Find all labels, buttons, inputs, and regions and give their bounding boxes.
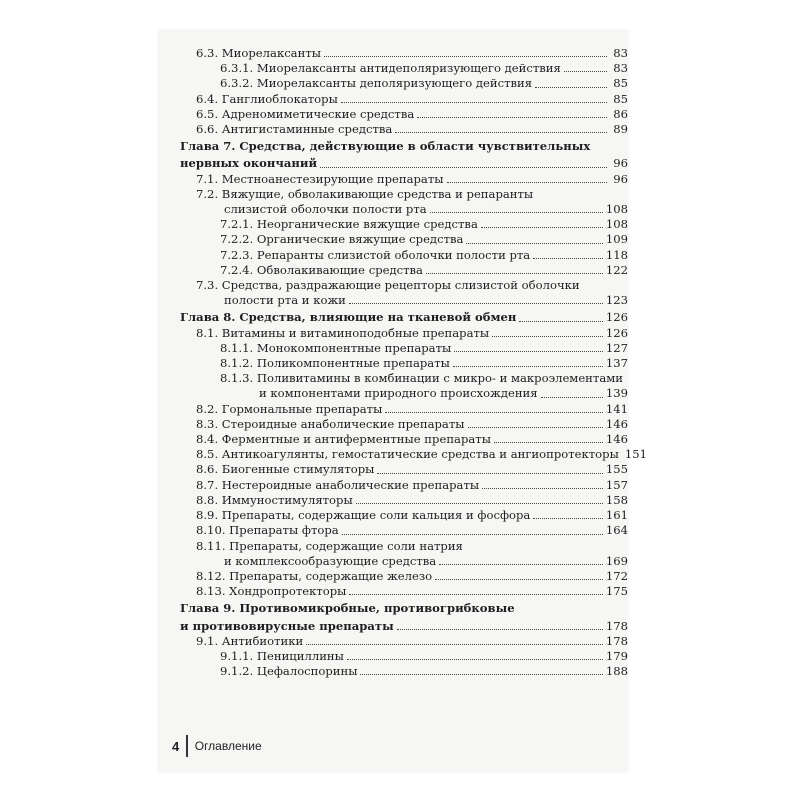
toc-entry <box>180 232 628 247</box>
toc-entry-title-continued: слизистой оболочки полости рта <box>224 202 427 217</box>
toc-entry <box>180 187 628 202</box>
dot-leader <box>533 257 603 259</box>
toc-page-number: 86 <box>613 106 628 121</box>
toc-page-number: 83 <box>613 46 628 60</box>
dot-leader <box>349 302 603 304</box>
dot-leader <box>468 426 603 428</box>
toc-entry <box>180 371 628 386</box>
toc-entry-continuation <box>180 386 628 401</box>
toc-entry-title: 7.2.1. Неорганические вяжущие средства <box>220 217 478 232</box>
toc-page-number: 108 <box>605 217 628 232</box>
toc-entry-title: 8.12. Препараты, содержащие железо <box>196 568 433 583</box>
toc-entry-title: 9.1.2. Цефалоспорины <box>220 664 358 679</box>
dot-leader <box>535 86 607 88</box>
dot-leader <box>533 517 603 519</box>
toc-page-number: 127 <box>605 340 628 355</box>
toc-page-number: 175 <box>605 584 628 599</box>
dot-leader <box>492 335 603 337</box>
toc-entry <box>180 263 628 278</box>
toc-entry-title: 8.8. Иммуностимуляторы <box>196 492 353 507</box>
toc-entry-title: 8.1. Витамины и витаминоподобные препараты <box>196 325 490 340</box>
toc-entry-title: 8.1.3. Поливитамины в комбинации с микро- и макроэлементами <box>220 371 623 386</box>
toc-entry <box>180 356 628 371</box>
toc-page-number: 85 <box>613 76 628 91</box>
toc-entry-continuation <box>180 156 628 171</box>
toc-entry-title: 8.6. Биогенные стимуляторы <box>196 462 375 477</box>
toc-entry-continuation <box>180 619 628 634</box>
toc-entry-title: 8.11. Препараты, содержащие соли натрия <box>196 538 463 553</box>
footer-title: Оглавление <box>194 739 262 753</box>
toc-entry-title: 7.3. Средства, раздражающие рецепторы слизистой оболочки <box>196 278 580 293</box>
toc-entry-title-continued: и противовирусные препараты <box>180 618 394 633</box>
toc-page-number: 151 <box>624 447 647 462</box>
toc-page-number: 85 <box>613 91 628 106</box>
dot-leader <box>430 211 603 213</box>
toc-entry-title: 7.2.4. Обволакивающие средства <box>220 262 423 277</box>
toc-page-number: 188 <box>605 664 628 679</box>
toc-page-number: 118 <box>605 247 628 262</box>
toc-page-number: 164 <box>605 523 628 538</box>
toc-page-number: 172 <box>605 568 628 583</box>
table-of-contents <box>180 46 647 679</box>
toc-entry <box>180 523 628 538</box>
toc-entry-title: 6.3. Миорелаксанты <box>196 46 321 60</box>
toc-entry <box>180 462 628 477</box>
toc-entry <box>180 278 628 293</box>
dot-leader <box>356 502 603 504</box>
dot-leader <box>349 593 602 595</box>
dot-leader <box>385 411 603 413</box>
toc-entry <box>180 310 628 325</box>
toc-entry-title: 8.2. Гормональные препараты <box>196 401 383 416</box>
toc-entry-title: 6.3.1. Миорелаксанты антидеполяризующего действия <box>220 61 561 76</box>
dot-leader <box>342 533 603 535</box>
toc-entry <box>180 122 628 137</box>
footer-page-number: 4 <box>172 738 180 754</box>
dot-leader <box>541 396 603 398</box>
toc-page-number: 122 <box>605 262 628 277</box>
toc-entry-title: Глава 7. Средства, действующие в области чувствительных <box>180 139 591 154</box>
toc-page-number: 96 <box>613 171 628 186</box>
toc-entry-title: 6.3.2. Миорелаксанты деполяризующего действия <box>220 76 533 91</box>
toc-page-number: 139 <box>605 386 628 401</box>
footer-divider <box>186 735 188 757</box>
toc-entry-title: 9.1.1. Пенициллины <box>220 648 344 663</box>
toc-entry-title: 6.4. Ганглиоблокаторы <box>196 91 338 106</box>
dot-leader <box>454 350 603 352</box>
toc-entry-title: 6.5. Адреномиметические средства <box>196 106 415 121</box>
toc-entry-title: 7.2.3. Репаранты слизистой оболочки полости рта <box>220 247 531 262</box>
toc-page-number: 141 <box>605 401 628 416</box>
dot-leader <box>320 166 607 168</box>
toc-page-number: 89 <box>613 122 628 137</box>
toc-entry <box>180 172 628 187</box>
toc-entry-title: 8.10. Препараты фтора <box>196 523 339 538</box>
toc-page-number: 158 <box>605 492 628 507</box>
toc-entry-title: 8.13. Хондропротекторы <box>196 584 347 599</box>
toc-entry-continuation <box>180 293 628 308</box>
dot-leader <box>439 563 603 565</box>
toc-entry-title-continued: нервных окончаний <box>180 156 318 171</box>
toc-entry <box>180 417 628 432</box>
page-footer <box>172 735 262 757</box>
toc-entry <box>180 107 628 122</box>
dot-leader <box>564 70 607 72</box>
dot-leader <box>426 272 603 274</box>
toc-page-number: 179 <box>605 648 628 663</box>
toc-entry <box>180 92 628 107</box>
toc-page-number: 96 <box>613 156 628 171</box>
toc-entry-title: 8.1.2. Поликомпонентные препараты <box>220 356 450 371</box>
toc-entry <box>180 432 628 447</box>
toc-page-number: 126 <box>605 310 628 325</box>
toc-entry-title: 8.7. Нестероидные анаболические препараты <box>196 477 480 492</box>
toc-entry-continuation <box>180 202 628 217</box>
toc-entry <box>180 664 628 679</box>
dot-leader <box>417 116 607 118</box>
toc-entry <box>180 139 628 154</box>
dot-leader <box>519 320 602 322</box>
toc-entry <box>180 634 628 649</box>
toc-entry-title: 6.6. Антигистаминные средства <box>196 122 393 137</box>
toc-page-number: 109 <box>605 232 628 247</box>
toc-page-number: 123 <box>605 293 628 308</box>
toc-entry-title: 8.1.1. Монокомпонентные препараты <box>220 340 452 355</box>
dot-leader <box>447 181 608 183</box>
dot-leader <box>435 578 603 580</box>
toc-page-number: 161 <box>605 508 628 523</box>
toc-entry-title: 7.1. Местноанестезирующие препараты <box>196 171 444 186</box>
toc-page-number: 126 <box>605 325 628 340</box>
dot-leader <box>494 441 603 443</box>
toc-entry-title: Глава 8. Средства, влияющие на тканевой обмен <box>180 310 517 325</box>
toc-entry <box>180 539 628 554</box>
toc-entry-continuation <box>180 554 628 569</box>
toc-entry-title: 8.5. Антикоагулянты, гемостатические средства и ангиопротекторы <box>196 447 619 462</box>
dot-leader <box>482 487 603 489</box>
toc-page-number: 155 <box>605 462 628 477</box>
toc-entry-title: 8.3. Стероидные анаболические препараты <box>196 416 465 431</box>
toc-page-number: 178 <box>605 618 628 633</box>
toc-entry <box>180 649 628 664</box>
toc-page-number: 146 <box>605 432 628 447</box>
toc-page-number: 157 <box>605 477 628 492</box>
toc-entry <box>180 217 628 232</box>
dot-leader <box>481 226 603 228</box>
toc-entry <box>180 493 628 508</box>
toc-entry-title: Глава 9. Противомикробные, противогрибковые <box>180 601 515 616</box>
toc-page-number: 108 <box>605 202 628 217</box>
dot-leader <box>395 131 607 133</box>
toc-entry <box>180 569 628 584</box>
toc-entry <box>180 402 628 417</box>
toc-entry <box>180 601 628 616</box>
dot-leader <box>341 101 607 103</box>
toc-entry <box>180 341 628 356</box>
toc-page-number: 146 <box>605 416 628 431</box>
toc-page-number: 178 <box>605 633 628 648</box>
toc-page-number: 137 <box>605 356 628 371</box>
toc-entry <box>180 248 628 263</box>
dot-leader <box>466 242 602 244</box>
toc-entry-title-continued: и комплексообразующие средства <box>224 553 437 568</box>
dot-leader <box>324 55 607 57</box>
toc-entry <box>180 584 628 599</box>
toc-entry <box>180 61 628 76</box>
toc-entry <box>180 478 628 493</box>
toc-entry-title: 7.2. Вяжущие, обволакивающие средства и репаранты <box>196 186 534 201</box>
toc-entry-title: 9.1. Антибиотики <box>196 633 304 648</box>
toc-entry <box>180 76 628 91</box>
dot-leader <box>306 643 603 645</box>
toc-entry-title: 8.9. Препараты, содержащие соли кальция и фосфора <box>196 508 531 523</box>
toc-page-number: 169 <box>605 553 628 568</box>
toc-entry <box>180 447 647 462</box>
toc-entry <box>180 46 628 61</box>
dot-leader <box>397 628 603 630</box>
toc-entry-title: 7.2.2. Органические вяжущие средства <box>220 232 464 247</box>
toc-entry <box>180 508 628 523</box>
toc-entry-title-continued: полости рта и кожи <box>224 293 346 308</box>
dot-leader <box>453 365 603 367</box>
toc-entry-title: 8.4. Ферментные и антиферментные препараты <box>196 432 491 447</box>
dot-leader <box>377 472 602 474</box>
dot-leader <box>360 673 602 675</box>
toc-page-number: 83 <box>613 61 628 76</box>
toc-entry-title-continued: и компонентами природного происхождения <box>259 386 538 401</box>
toc-entry <box>180 326 628 341</box>
dot-leader <box>347 658 603 660</box>
